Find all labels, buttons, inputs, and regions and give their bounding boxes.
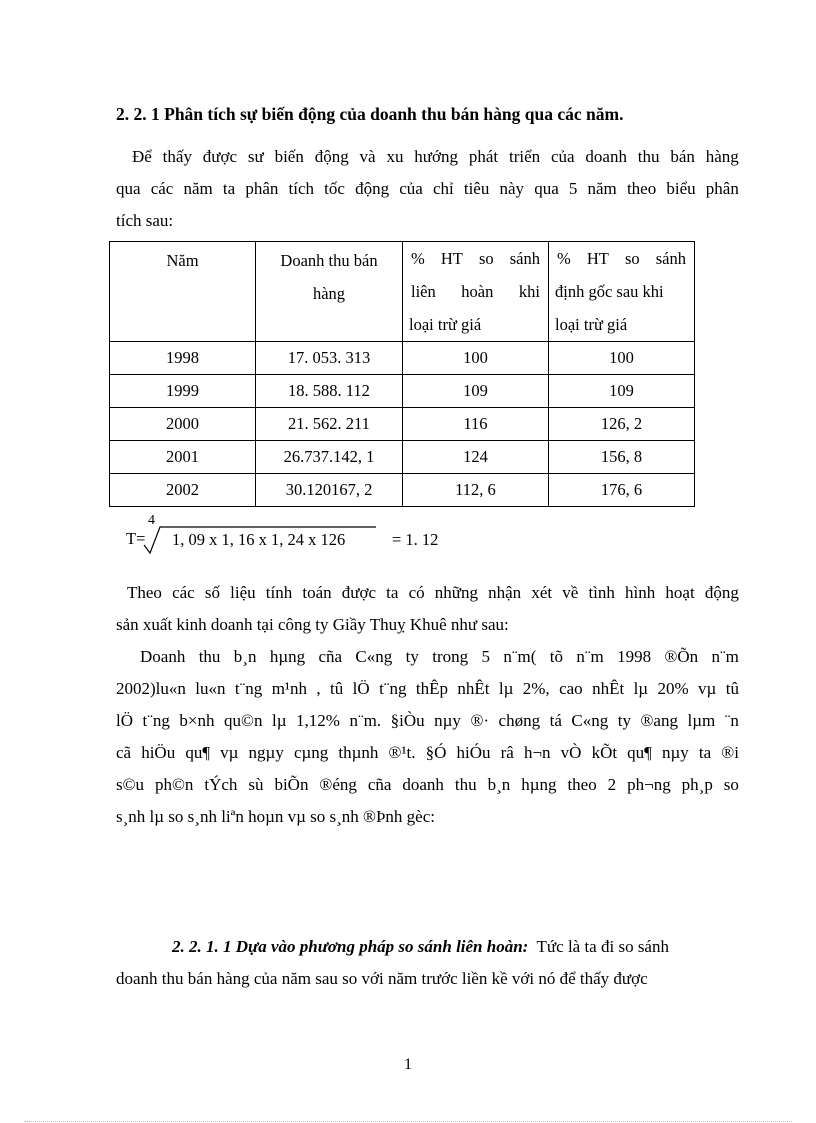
remarks-line-1: [127, 577, 739, 609]
word: lµ: [633, 679, 649, 698]
word: động: [704, 583, 739, 602]
header-base-compare: [549, 242, 695, 342]
word: ta: [222, 179, 236, 198]
word: nhÊt: [457, 679, 490, 698]
word: lÖ: [116, 711, 133, 730]
header-revenue: [256, 242, 403, 342]
word: doanh: [402, 775, 444, 794]
word: t¨ng: [142, 711, 170, 730]
word: nµy: [661, 743, 689, 762]
word: Để: [132, 147, 152, 166]
word: qua: [534, 179, 559, 198]
formula-result: = 1. 12: [392, 530, 439, 549]
revenue-table: [109, 241, 695, 507]
word: ®i: [721, 743, 739, 762]
word: hµng: [269, 647, 306, 666]
word: biÕn: [274, 775, 309, 794]
word: HT: [586, 249, 609, 268]
word: tốc: [324, 179, 345, 198]
word: nhận: [488, 583, 522, 602]
table-row: [110, 342, 695, 375]
word: vÒ: [560, 743, 582, 762]
body-line-1: [140, 641, 739, 673]
word: n¨m.: [349, 711, 382, 730]
word: và: [359, 147, 376, 166]
word: số: [204, 583, 220, 602]
word: 5: [568, 179, 578, 198]
word: xét: [531, 583, 553, 602]
root-index: 4: [148, 513, 155, 528]
word: nhÊt: [592, 679, 625, 698]
word: tû: [330, 679, 344, 698]
word: ph©n: [155, 775, 194, 794]
word: cã: [116, 743, 132, 762]
word: lu«n: [195, 679, 226, 698]
word: chỉ: [432, 179, 454, 198]
word: sù: [248, 775, 264, 794]
word: phân: [245, 179, 279, 198]
word: §Ó: [425, 743, 447, 762]
word: động: [355, 179, 390, 198]
word: lµm: [687, 711, 716, 730]
body-line-3: [116, 705, 739, 737]
word: hoàn: [461, 282, 494, 301]
word: toán: [302, 583, 332, 602]
word: qu©n: [224, 711, 263, 730]
word: ®ang: [640, 711, 678, 730]
word: liệu: [230, 583, 256, 602]
cell-year: 1999: [110, 375, 256, 408]
word: so: [478, 249, 494, 268]
word: theo: [626, 179, 657, 198]
word: râ: [500, 743, 514, 762]
cell-base: 109: [549, 375, 695, 408]
word: hàng: [705, 147, 739, 166]
word: %: [557, 249, 571, 268]
word: kÕt: [591, 743, 618, 762]
word: các: [150, 179, 174, 198]
section-heading: 2. 2. 1 Phân tích sự biến động của doanh thu bán hàng qua các năm.: [116, 104, 624, 124]
word: bán: [670, 147, 695, 166]
word: tiêu: [463, 179, 490, 198]
cell-revenue: 18. 588. 112: [256, 375, 403, 408]
cell-year: 1998: [110, 342, 256, 375]
word: doanh: [585, 147, 627, 166]
word: thu: [637, 147, 660, 166]
word: ta: [698, 743, 712, 762]
word: năm: [183, 179, 213, 198]
word: Theo: [127, 583, 162, 602]
word: %: [411, 249, 425, 268]
intro-line-3: tích sau:: [116, 211, 174, 230]
word: thÊp: [415, 679, 448, 698]
word: hiÖu: [141, 743, 176, 762]
table-row: [110, 441, 695, 474]
word: n¨m: [576, 647, 604, 666]
word: §iÒu: [390, 711, 425, 730]
header-chain-compare: [403, 242, 549, 342]
word: của: [550, 147, 575, 166]
word: ph¬ng: [627, 775, 671, 794]
word: ¨n: [724, 711, 739, 730]
cell-revenue: 17. 053. 313: [256, 342, 403, 375]
word: của: [399, 179, 423, 198]
word: biểu: [666, 179, 696, 198]
word: ®·: [470, 711, 490, 730]
radicand: 1, 09 x 1, 16 x 1, 24 x 126: [172, 530, 346, 549]
cell-chain: 112, 6: [403, 474, 549, 507]
table-row: [110, 474, 695, 507]
word: n¨m(: [503, 647, 537, 666]
word: sư: [247, 147, 264, 166]
intro-line-2: [116, 173, 739, 205]
word: 2: [607, 775, 617, 794]
header-revenue-line2: hàng: [312, 284, 346, 303]
word: b¸n: [233, 647, 257, 666]
header-chain-line2: [403, 275, 548, 308]
word: tình: [588, 583, 615, 602]
cell-year: 2000: [110, 408, 256, 441]
word: tû: [725, 679, 739, 698]
word: cña: [318, 647, 343, 666]
word: các: [172, 583, 195, 602]
word: b¸n: [487, 775, 511, 794]
word: C«ng: [355, 647, 393, 666]
word: biến: [274, 147, 304, 166]
word: ty: [405, 647, 419, 666]
word: tá: [549, 711, 562, 730]
intro-line-1: [132, 141, 739, 173]
word: hình: [625, 583, 656, 602]
word: hoạt: [665, 583, 695, 602]
header-year: [110, 242, 256, 342]
header-base-line2: định gốc sau khi: [555, 282, 664, 301]
word: ®éng: [319, 775, 357, 794]
word: cao: [559, 679, 583, 698]
cell-revenue: 30.120167, 2: [256, 474, 403, 507]
header-base-line1: [549, 242, 694, 275]
word: này: [499, 179, 525, 198]
cell-base: 100: [549, 342, 695, 375]
word: hµng: [521, 775, 557, 794]
header-chain-line3: loại trừ giá: [409, 315, 482, 334]
word: hiÓu: [456, 743, 491, 762]
word: lÖ: [352, 679, 370, 698]
body-line-2: [116, 673, 739, 705]
word: so: [723, 775, 739, 794]
word: phát: [468, 147, 499, 166]
word: t¨ng: [379, 679, 407, 698]
word: 5: [481, 647, 490, 666]
word: so: [624, 249, 640, 268]
word: b×nh: [179, 711, 215, 730]
word: vµ: [698, 679, 717, 698]
word: m¹nh: [271, 679, 308, 698]
word: thµnh: [338, 743, 379, 762]
cell-base: 176, 6: [549, 474, 695, 507]
word: theo: [567, 775, 597, 794]
word: ,: [316, 679, 321, 698]
header-chain-line1: [403, 242, 548, 275]
word: thu: [198, 647, 221, 666]
word: 1,12%: [296, 711, 340, 730]
word: về: [562, 583, 579, 602]
word: năm: [587, 179, 617, 198]
word: qu¶: [627, 743, 652, 762]
word: n¨m: [711, 647, 739, 666]
header-revenue-line1: Doanh thu bán: [280, 251, 378, 270]
word: Doanh: [140, 647, 186, 666]
body-line-5: [116, 769, 739, 801]
word: những: [434, 583, 478, 602]
word: tÝch: [204, 775, 238, 794]
word: cña: [367, 775, 392, 794]
cell-revenue: 26.737.142, 1: [256, 441, 403, 474]
word: ta: [386, 583, 399, 602]
word: ph¸p: [681, 775, 713, 794]
word: ngµy: [248, 743, 284, 762]
subsection-line-1: [172, 931, 669, 963]
page-number: 1: [404, 1056, 412, 1073]
word: khi: [518, 282, 540, 301]
word: trong: [432, 647, 469, 666]
cell-chain: 109: [403, 375, 549, 408]
table-row: [110, 375, 695, 408]
word: triển: [508, 147, 541, 166]
word: t¨ng: [234, 679, 263, 698]
table-row: [110, 408, 695, 441]
word: ty: [617, 711, 631, 730]
word: tính: [265, 583, 293, 602]
word: có: [408, 583, 425, 602]
word: tích: [288, 179, 314, 198]
growth-formula: [126, 513, 466, 559]
word: thấy: [162, 147, 192, 166]
word: 2002)lu«n: [116, 679, 186, 698]
word: cµng: [293, 743, 329, 762]
cell-chain: 116: [403, 408, 549, 441]
subsection-text: Tức là ta đi so sánh: [536, 937, 669, 956]
word: được: [341, 583, 377, 602]
remarks-line-2: sản xuất kinh doanh tại công ty Giầy Thuỵ Khuê như sau:: [116, 615, 509, 634]
word: tõ: [549, 647, 563, 666]
table-header-row: [110, 242, 695, 342]
header-base-line3: loại trừ giá: [555, 315, 628, 334]
cell-base: 156, 8: [549, 441, 695, 474]
header-year-text: Năm: [166, 251, 199, 270]
word: HT: [440, 249, 463, 268]
word: s©u: [116, 775, 145, 794]
word: lµ: [498, 679, 514, 698]
body-line-4: [116, 737, 739, 769]
word: nµy: [434, 711, 461, 730]
word: phân: [705, 179, 739, 198]
subsection-heading: 2. 2. 1. 1 Dựa vào phương pháp so sánh liên hoàn:: [172, 937, 529, 956]
word: vµ: [220, 743, 239, 762]
word: sánh: [655, 249, 686, 268]
word: 20%: [657, 679, 689, 698]
body-line-6: s¸nh lµ so s¸nh liªn hoµn vµ so s¸nh ®Þnh gèc:: [116, 807, 435, 826]
word: hướng: [414, 147, 458, 166]
word: sánh: [509, 249, 540, 268]
word: lµ: [271, 711, 287, 730]
cell-revenue: 21. 562. 211: [256, 408, 403, 441]
word: 2%,: [522, 679, 550, 698]
word: qua: [116, 179, 141, 198]
word: 1998: [617, 647, 652, 666]
subsection-line-2: doanh thu bán hàng của năm sau so với năm trước liền kề với nó để thấy được: [116, 969, 648, 988]
cell-year: 2002: [110, 474, 256, 507]
word: h¬n: [523, 743, 551, 762]
word: chøng: [498, 711, 541, 730]
word: ®¹t.: [388, 743, 416, 762]
word: ®Õn: [664, 647, 699, 666]
formula-label: T=: [126, 529, 146, 548]
cell-year: 2001: [110, 441, 256, 474]
cell-chain: 124: [403, 441, 549, 474]
word: xu: [386, 147, 404, 166]
word: được: [202, 147, 238, 166]
cell-base: 126, 2: [549, 408, 695, 441]
cell-chain: 100: [403, 342, 549, 375]
word: động: [314, 147, 349, 166]
page-bottom-divider: [24, 1121, 792, 1122]
word: C«ng: [571, 711, 609, 730]
word: liên: [411, 282, 436, 301]
word: thu: [454, 775, 477, 794]
word: qu¶: [185, 743, 211, 762]
